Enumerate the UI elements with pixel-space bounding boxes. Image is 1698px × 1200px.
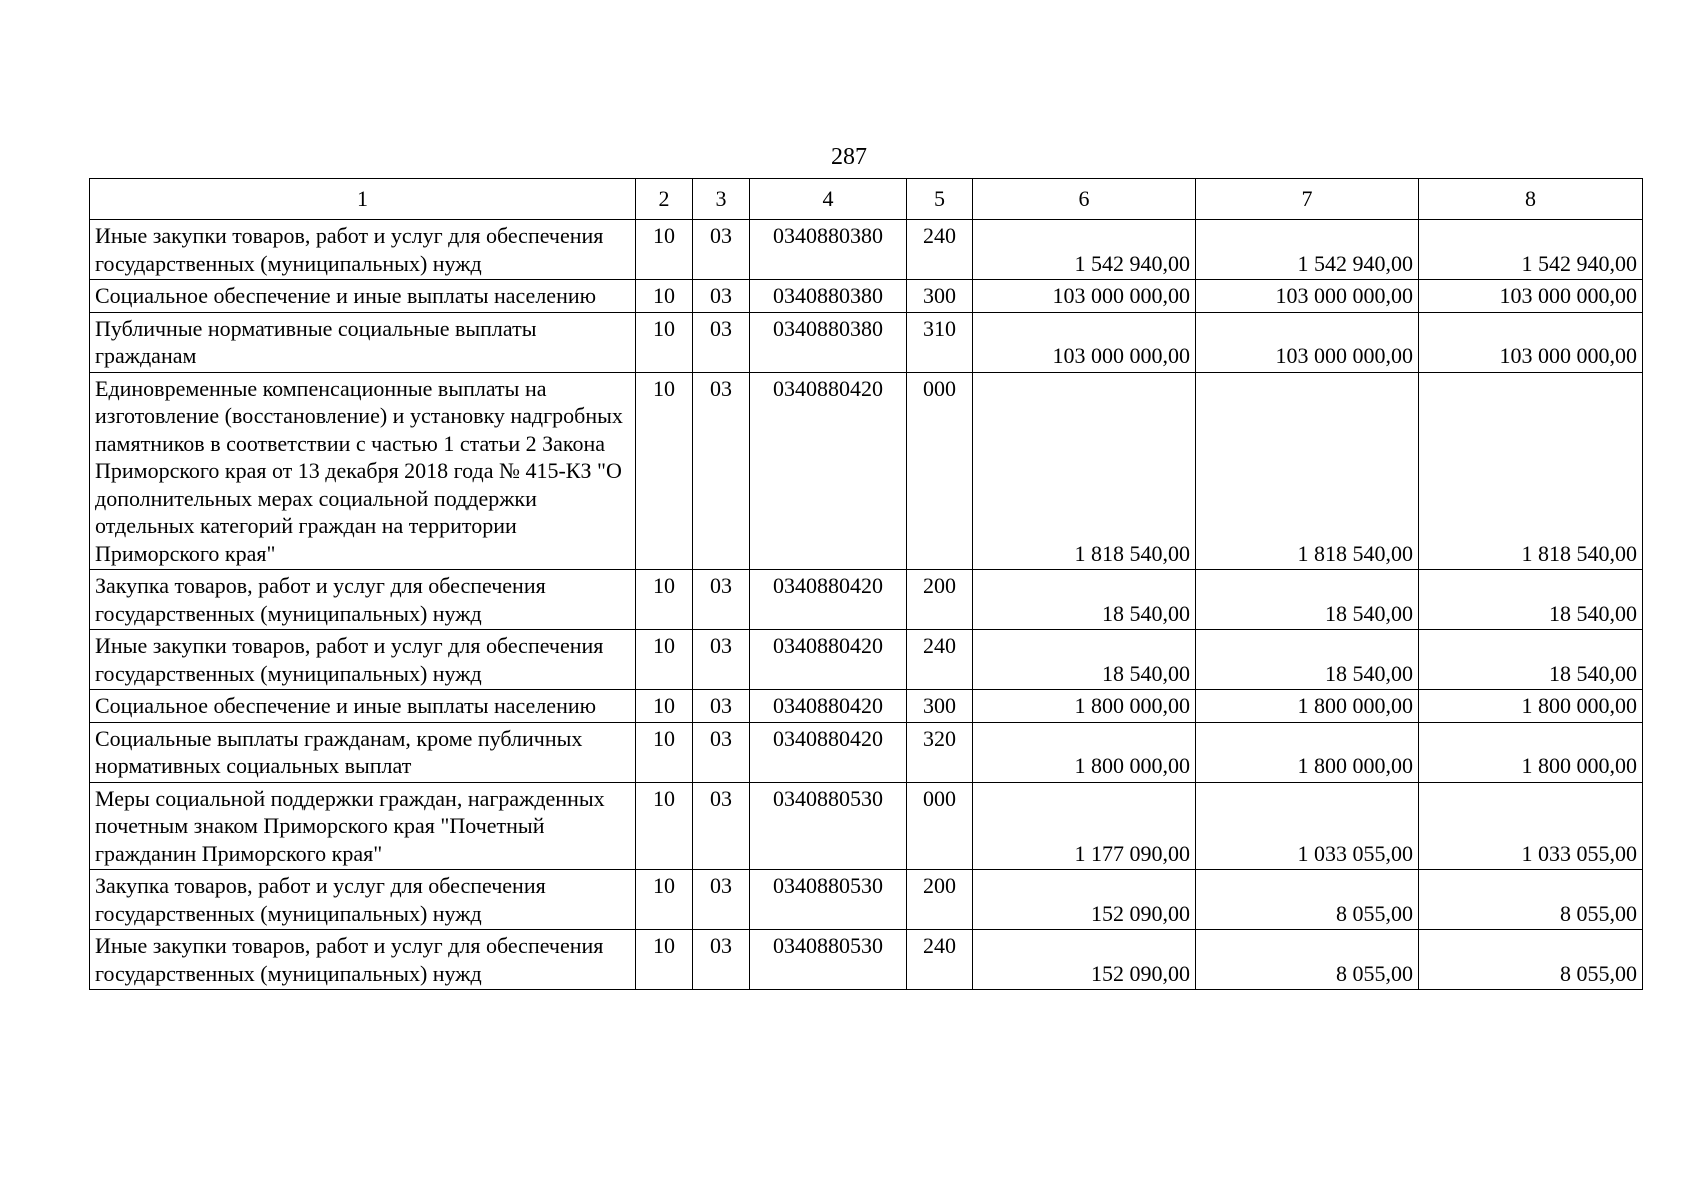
amount-col-7: 18 540,00	[1196, 630, 1419, 690]
expense-type-code: 300	[907, 690, 973, 723]
table-row	[90, 570, 1643, 630]
expense-type-code: 240	[907, 630, 973, 690]
column-header-7: 7	[1196, 179, 1419, 220]
subsection-code: 03	[693, 372, 750, 570]
row-name: Закупка товаров, работ и услуг для обеспечения государственных (муниципальных) нужд	[90, 570, 636, 630]
amount-col-8: 8 055,00	[1419, 870, 1643, 930]
table-row	[90, 782, 1643, 870]
amount-col-7: 103 000 000,00	[1196, 312, 1419, 372]
amount-col-7: 18 540,00	[1196, 570, 1419, 630]
section-code: 10	[636, 690, 693, 723]
section-code: 10	[636, 312, 693, 372]
amount-col-7: 1 033 055,00	[1196, 782, 1419, 870]
subsection-code: 03	[693, 630, 750, 690]
table-row	[90, 722, 1643, 782]
amount-col-7: 1 818 540,00	[1196, 372, 1419, 570]
table-row	[90, 372, 1643, 570]
amount-col-7: 8 055,00	[1196, 870, 1419, 930]
table-row	[90, 690, 1643, 723]
subsection-code: 03	[693, 280, 750, 313]
budget-table	[89, 178, 1643, 990]
amount-col-7: 8 055,00	[1196, 930, 1419, 990]
target-article-code: 0340880420	[750, 372, 907, 570]
subsection-code: 03	[693, 690, 750, 723]
amount-col-8: 1 033 055,00	[1419, 782, 1643, 870]
amount-col-6: 152 090,00	[973, 930, 1196, 990]
amount-col-6: 1 818 540,00	[973, 372, 1196, 570]
expense-type-code: 240	[907, 930, 973, 990]
expense-type-code: 000	[907, 782, 973, 870]
row-name: Единовременные компенсационные выплаты на изготовление (восстановление) и установку надгробных памятников в соответствии с частью 1 статьи 2 Закона Приморского края от 13 декабря 2018 года № 415-КЗ "О дополнительных мерах социальной поддержки отдельных категорий граждан на территории Приморского края"	[90, 372, 636, 570]
amount-col-6: 103 000 000,00	[973, 280, 1196, 313]
table-row	[90, 870, 1643, 930]
page-number: 287	[831, 144, 867, 170]
subsection-code: 03	[693, 722, 750, 782]
amount-col-6: 1 542 940,00	[973, 220, 1196, 280]
expense-type-code: 310	[907, 312, 973, 372]
expense-type-code: 300	[907, 280, 973, 313]
row-name: Публичные нормативные социальные выплаты гражданам	[90, 312, 636, 372]
column-header-3: 3	[693, 179, 750, 220]
amount-col-6: 1 800 000,00	[973, 722, 1196, 782]
target-article-code: 0340880530	[750, 870, 907, 930]
target-article-code: 0340880420	[750, 722, 907, 782]
target-article-code: 0340880530	[750, 930, 907, 990]
section-code: 10	[636, 630, 693, 690]
column-header-2: 2	[636, 179, 693, 220]
subsection-code: 03	[693, 930, 750, 990]
table-header-row	[90, 179, 1643, 220]
section-code: 10	[636, 220, 693, 280]
target-article-code: 0340880420	[750, 630, 907, 690]
target-article-code: 0340880420	[750, 570, 907, 630]
amount-col-8: 1 800 000,00	[1419, 722, 1643, 782]
table-row	[90, 312, 1643, 372]
amount-col-7: 103 000 000,00	[1196, 280, 1419, 313]
amount-col-8: 103 000 000,00	[1419, 280, 1643, 313]
target-article-code: 0340880380	[750, 220, 907, 280]
expense-type-code: 200	[907, 570, 973, 630]
amount-col-7: 1 800 000,00	[1196, 690, 1419, 723]
amount-col-6: 1 800 000,00	[973, 690, 1196, 723]
row-name: Социальное обеспечение и иные выплаты населению	[90, 280, 636, 313]
section-code: 10	[636, 722, 693, 782]
amount-col-8: 103 000 000,00	[1419, 312, 1643, 372]
column-header-4: 4	[750, 179, 907, 220]
amount-col-8: 18 540,00	[1419, 630, 1643, 690]
table-row	[90, 630, 1643, 690]
amount-col-6: 1 177 090,00	[973, 782, 1196, 870]
section-code: 10	[636, 782, 693, 870]
section-code: 10	[636, 570, 693, 630]
expense-type-code: 000	[907, 372, 973, 570]
row-name: Закупка товаров, работ и услуг для обеспечения государственных (муниципальных) нужд	[90, 870, 636, 930]
target-article-code: 0340880380	[750, 312, 907, 372]
subsection-code: 03	[693, 220, 750, 280]
expense-type-code: 240	[907, 220, 973, 280]
target-article-code: 0340880530	[750, 782, 907, 870]
row-name: Иные закупки товаров, работ и услуг для обеспечения государственных (муниципальных) нужд	[90, 220, 636, 280]
row-name: Меры социальной поддержки граждан, награжденных почетным знаком Приморского края "Почетный гражданин Приморского края"	[90, 782, 636, 870]
expense-type-code: 200	[907, 870, 973, 930]
amount-col-7: 1 800 000,00	[1196, 722, 1419, 782]
amount-col-7: 1 542 940,00	[1196, 220, 1419, 280]
row-name: Иные закупки товаров, работ и услуг для обеспечения государственных (муниципальных) нужд	[90, 930, 636, 990]
amount-col-8: 1 800 000,00	[1419, 690, 1643, 723]
section-code: 10	[636, 870, 693, 930]
amount-col-6: 18 540,00	[973, 570, 1196, 630]
row-name: Социальное обеспечение и иные выплаты населению	[90, 690, 636, 723]
amount-col-8: 18 540,00	[1419, 570, 1643, 630]
amount-col-8: 8 055,00	[1419, 930, 1643, 990]
table-row	[90, 930, 1643, 990]
section-code: 10	[636, 930, 693, 990]
target-article-code: 0340880420	[750, 690, 907, 723]
subsection-code: 03	[693, 870, 750, 930]
column-header-8: 8	[1419, 179, 1643, 220]
subsection-code: 03	[693, 570, 750, 630]
target-article-code: 0340880380	[750, 280, 907, 313]
row-name: Социальные выплаты гражданам, кроме публичных нормативных социальных выплат	[90, 722, 636, 782]
table-row	[90, 220, 1643, 280]
column-header-5: 5	[907, 179, 973, 220]
amount-col-6: 103 000 000,00	[973, 312, 1196, 372]
subsection-code: 03	[693, 782, 750, 870]
amount-col-6: 152 090,00	[973, 870, 1196, 930]
row-name: Иные закупки товаров, работ и услуг для обеспечения государственных (муниципальных) нужд	[90, 630, 636, 690]
table-row	[90, 280, 1643, 313]
section-code: 10	[636, 280, 693, 313]
column-header-1: 1	[90, 179, 636, 220]
column-header-6: 6	[973, 179, 1196, 220]
expense-type-code: 320	[907, 722, 973, 782]
amount-col-6: 18 540,00	[973, 630, 1196, 690]
amount-col-8: 1 818 540,00	[1419, 372, 1643, 570]
amount-col-8: 1 542 940,00	[1419, 220, 1643, 280]
section-code: 10	[636, 372, 693, 570]
subsection-code: 03	[693, 312, 750, 372]
